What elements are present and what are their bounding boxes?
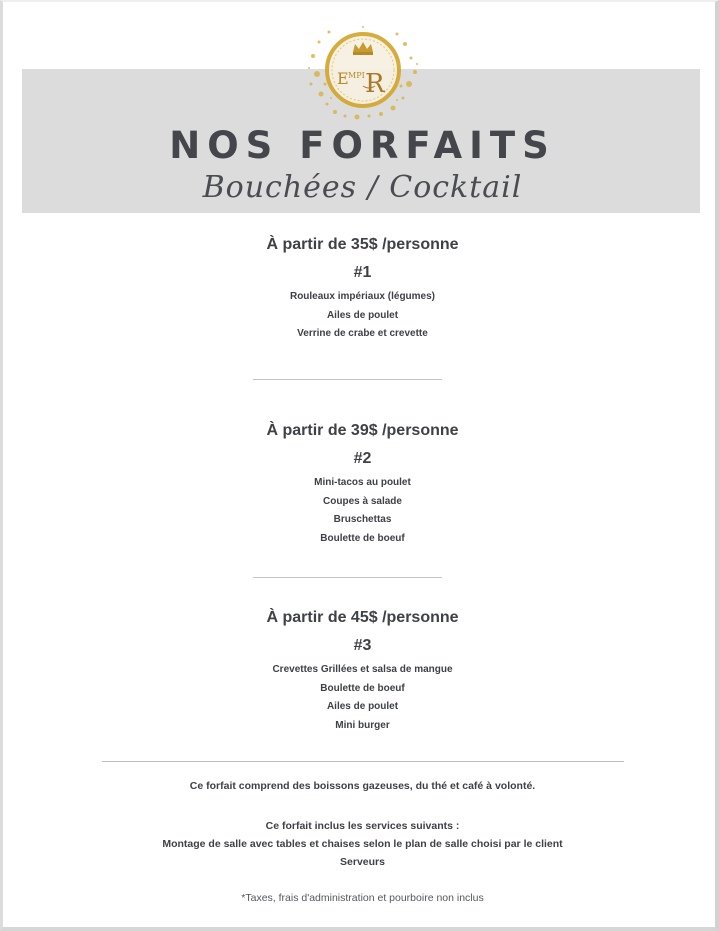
disclaimer-text: *Taxes, frais d'administration et pourboire non inclus — [241, 892, 484, 904]
empire-logo-icon — [305, 24, 421, 120]
list-item: Mini-tacos au poulet — [314, 477, 411, 488]
package-price: À partir de 35$ /personne — [266, 236, 459, 253]
footer-divider — [102, 761, 624, 762]
svg-text:R: R — [365, 69, 385, 99]
footer-services — [3, 817, 719, 871]
services-heading: Ce forfait inclus les services suivants : — [265, 820, 460, 832]
footer-note — [3, 889, 719, 907]
package-items — [3, 661, 719, 735]
package-3 — [3, 605, 719, 735]
svg-text:MPI: MPI — [348, 71, 365, 80]
svg-text:E: E — [337, 69, 349, 88]
page-title: NOS FORFAITS — [169, 124, 556, 167]
package-price: À partir de 45$ /personne — [266, 609, 459, 626]
list-item: Mini burger — [335, 719, 390, 731]
package-2 — [3, 418, 719, 548]
package-number: #2 — [353, 450, 372, 467]
list-item: Bruschettas — [333, 514, 392, 525]
package-1 — [3, 232, 719, 344]
list-item: Crevettes Grillées et salsa de mangue — [272, 664, 453, 675]
footer-drinks — [3, 777, 719, 795]
section-divider — [253, 379, 442, 380]
list-item: Rouleaux impériaux (légumes) — [289, 291, 436, 302]
list-item: Ailes de poulet — [326, 701, 399, 712]
list-item: Coupes à salade — [323, 495, 402, 507]
drinks-text: Ce forfait comprend des boissons gazeuses, du thé et café à volonté. — [189, 780, 536, 792]
list-item: Ailes de poulet — [326, 309, 399, 321]
service-item: Montage de salle avec tables et chaises selon le plan de salle choisi par le client — [162, 838, 563, 850]
section-divider — [253, 577, 442, 578]
list-item: Boulette de boeuf — [320, 532, 405, 544]
list-item: Verrine de crabe et crevette — [297, 328, 428, 339]
package-items — [3, 474, 719, 548]
list-item: Boulette de boeuf — [320, 682, 405, 694]
package-items — [3, 288, 719, 344]
page-subtitle: Bouchées / Cocktail — [202, 170, 523, 205]
service-item: Serveurs — [340, 856, 385, 868]
package-price: À partir de 39$ /personne — [266, 422, 459, 439]
package-number: #3 — [353, 637, 372, 654]
package-number: #1 — [353, 264, 372, 281]
